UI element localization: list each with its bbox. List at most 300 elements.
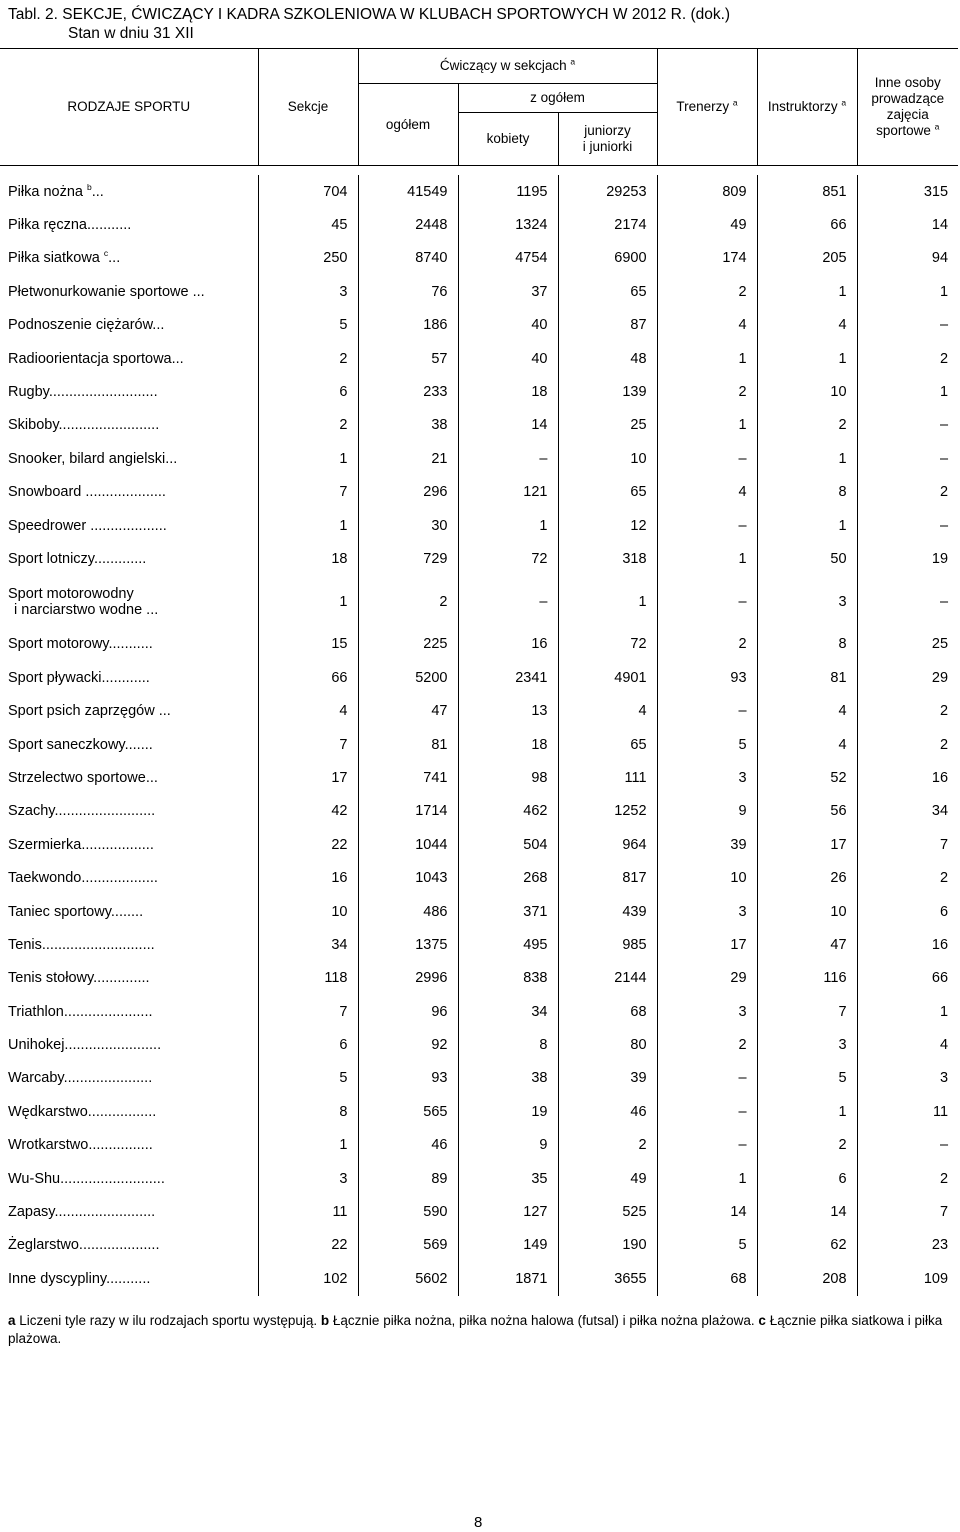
row-value: 371 — [458, 895, 558, 928]
title-subline: Stan w dniu 31 XII — [68, 25, 194, 42]
row-value: 2 — [939, 1170, 949, 1187]
row-value: 6 — [757, 1162, 857, 1195]
row-value: 11 — [258, 1195, 358, 1228]
row-value: 34 — [931, 803, 949, 820]
header-trenerzy: Trenerzy $^a$ — [657, 49, 757, 166]
row-value: 6 — [939, 903, 949, 920]
row-value: 14 — [458, 409, 558, 442]
row-name: Unihokej........................ — [0, 1028, 258, 1061]
row-value: 118 — [258, 962, 358, 995]
row-value: 47 — [757, 928, 857, 961]
row-name: Sport motorowodny i narciarstwo wodne ... — [0, 576, 258, 628]
row-value: 89 — [358, 1162, 458, 1195]
row-value: 23 — [931, 1237, 949, 1254]
row-value: 1 — [757, 275, 857, 308]
row-value: 2448 — [358, 208, 458, 241]
row-value: 98 — [458, 761, 558, 794]
table-row — [0, 1062, 958, 1095]
table-row — [0, 242, 958, 275]
table-row — [0, 342, 958, 375]
row-value: – — [657, 1129, 757, 1162]
row-value: 7 — [258, 995, 358, 1028]
table-row — [0, 694, 958, 727]
table-row — [0, 1262, 958, 1295]
row-name: Zapasy......................... — [0, 1195, 258, 1228]
table-row — [0, 995, 958, 1028]
row-value: – — [657, 442, 757, 475]
row-value: 72 — [458, 542, 558, 575]
row-value: 6 — [258, 1028, 358, 1061]
row-value: 66 — [258, 661, 358, 694]
row-value: 5602 — [358, 1262, 458, 1295]
row-value: 8 — [258, 1095, 358, 1128]
row-value: 1 — [757, 442, 857, 475]
row-value: 72 — [558, 628, 657, 661]
row-value: 2 — [939, 870, 949, 887]
footnote: a Liczeni tyle razy w ilu rodzajach sportu występują. b Łącznie piłka nożna, piłka nożna halowa (futsal) i piłka nożna plażowa. c Łącznie piłka siatkowa i piłka plażowa. — [8, 1313, 943, 1346]
row-value: 93 — [358, 1062, 458, 1095]
row-name: Piłka ręczna........... — [0, 208, 258, 241]
row-value: 704 — [258, 175, 358, 208]
row-name: Sport psich zaprzęgów ... — [0, 694, 258, 727]
row-value: 7 — [939, 836, 949, 853]
row-value: 7 — [258, 728, 358, 761]
row-value: 3 — [657, 895, 757, 928]
row-value: 8 — [458, 1028, 558, 1061]
table-row — [0, 661, 958, 694]
row-name: Sport saneczkowy....... — [0, 728, 258, 761]
row-value: 76 — [358, 275, 458, 308]
row-name: Taniec sportowy........ — [0, 895, 258, 928]
row-value: 68 — [657, 1262, 757, 1295]
row-value: – — [939, 450, 949, 467]
header-cwiczacy: Ćwiczący w sekcjach $^a$ — [358, 49, 657, 84]
row-value: 26 — [757, 861, 857, 894]
row-value: 10 — [757, 895, 857, 928]
row-value: 9 — [458, 1129, 558, 1162]
row-value: 186 — [358, 309, 458, 342]
row-value: 1 — [939, 384, 949, 401]
row-name: Warcaby...................... — [0, 1062, 258, 1095]
row-name: Wędkarstwo................. — [0, 1095, 258, 1128]
row-value: 2 — [657, 375, 757, 408]
row-value: – — [657, 1062, 757, 1095]
row-value: 81 — [757, 661, 857, 694]
row-value: 1 — [258, 1129, 358, 1162]
row-value: 46 — [358, 1129, 458, 1162]
row-value: 17 — [657, 928, 757, 961]
row-value: 486 — [358, 895, 458, 928]
row-name: Taekwondo................... — [0, 861, 258, 894]
row-value: 2 — [757, 409, 857, 442]
row-value: 5 — [657, 1229, 757, 1262]
row-value: 5 — [757, 1062, 857, 1095]
row-value: 851 — [757, 175, 857, 208]
row-value: 94 — [931, 250, 949, 267]
row-value: 42 — [258, 795, 358, 828]
row-value: – — [657, 576, 757, 628]
row-value: 1 — [458, 509, 558, 542]
row-value: 93 — [657, 661, 757, 694]
row-value: 80 — [558, 1028, 657, 1061]
table-row — [0, 861, 958, 894]
row-name: Tenis stołowy.............. — [0, 962, 258, 995]
row-value: 10 — [558, 442, 657, 475]
table-row — [0, 476, 958, 509]
table-row — [0, 375, 958, 408]
row-value: 52 — [757, 761, 857, 794]
table-row — [0, 1129, 958, 1162]
table-row — [0, 442, 958, 475]
header-z-ogolem: z ogółem — [458, 84, 657, 113]
row-name: Snooker, bilard angielski... — [0, 442, 258, 475]
table-row — [0, 895, 958, 928]
row-value: 1 — [258, 576, 358, 628]
row-value: 46 — [558, 1095, 657, 1128]
table-row — [0, 1229, 958, 1262]
row-value: 174 — [657, 242, 757, 275]
row-value: 1871 — [458, 1262, 558, 1295]
row-value: 2 — [358, 576, 458, 628]
row-value: 38 — [458, 1062, 558, 1095]
row-value: – — [657, 509, 757, 542]
header-ogolem: ogółem — [358, 84, 458, 166]
row-value: 10 — [657, 861, 757, 894]
table-row — [0, 728, 958, 761]
row-value: 2 — [939, 736, 949, 753]
header-kobiety: kobiety — [458, 113, 558, 166]
row-value: 4 — [657, 476, 757, 509]
row-value: 39 — [558, 1062, 657, 1095]
header-sekcje: Sekcje — [258, 49, 358, 166]
row-name: Szachy......................... — [0, 795, 258, 828]
row-value: 495 — [458, 928, 558, 961]
table-row — [0, 1095, 958, 1128]
row-value: 1 — [258, 509, 358, 542]
row-value: 7 — [939, 1204, 949, 1221]
row-value: 9 — [657, 795, 757, 828]
row-value: – — [939, 517, 949, 534]
sports-table — [0, 48, 958, 1296]
row-value: 2 — [939, 350, 949, 367]
row-value: 22 — [258, 828, 358, 861]
row-name: Skiboby......................... — [0, 409, 258, 442]
header-instruktorzy: Instruktorzy $^a$ — [757, 49, 857, 166]
row-value: 5 — [258, 1062, 358, 1095]
row-value: 8 — [757, 476, 857, 509]
row-name: Wrotkarstwo................ — [0, 1129, 258, 1162]
row-value: 18 — [458, 728, 558, 761]
row-value: 2 — [657, 628, 757, 661]
row-value: 3 — [258, 1162, 358, 1195]
row-value: 3 — [939, 1070, 949, 1087]
title-line: Tabl. 2. SEKCJE, ĆWICZĄCY I KADRA SZKOLENIOWA W KLUBACH SPORTOWYCH W 2012 R. (dok.) — [8, 6, 731, 23]
row-value: – — [939, 317, 949, 334]
table-row — [0, 208, 958, 241]
row-value: 25 — [931, 636, 949, 653]
row-value: 8 — [757, 628, 857, 661]
row-value: – — [939, 1137, 949, 1154]
row-value: 111 — [558, 761, 657, 794]
row-name: Szermierka.................. — [0, 828, 258, 861]
row-value: 318 — [558, 542, 657, 575]
row-value: 225 — [358, 628, 458, 661]
table-row — [0, 1162, 958, 1195]
row-value: 7 — [258, 476, 358, 509]
row-value: 439 — [558, 895, 657, 928]
row-name: Inne dyscypliny........... — [0, 1262, 258, 1295]
row-value: 2996 — [358, 962, 458, 995]
row-value: 1044 — [358, 828, 458, 861]
row-value: 1714 — [358, 795, 458, 828]
row-value: – — [657, 694, 757, 727]
row-value: 102 — [258, 1262, 358, 1295]
row-value: 40 — [458, 309, 558, 342]
table-row — [0, 409, 958, 442]
row-name: Podnoszenie ciężarów... — [0, 309, 258, 342]
row-value: 2 — [657, 1028, 757, 1061]
row-name: Piłka siatkowa $^c$... — [0, 242, 258, 275]
row-value: 30 — [358, 509, 458, 542]
table-row — [0, 309, 958, 342]
row-name: Snowboard .................... — [0, 476, 258, 509]
row-value: 17 — [757, 828, 857, 861]
row-value: 48 — [558, 342, 657, 375]
row-value: 6 — [258, 375, 358, 408]
row-value: 4 — [258, 694, 358, 727]
table-row — [0, 576, 958, 628]
page-number: 8 — [474, 1514, 483, 1531]
row-value: 4 — [657, 309, 757, 342]
row-value: 127 — [458, 1195, 558, 1228]
row-value: 11 — [932, 1103, 949, 1120]
row-value: 45 — [258, 208, 358, 241]
row-value: 1324 — [458, 208, 558, 241]
row-value: 2 — [657, 275, 757, 308]
row-value: 4 — [757, 728, 857, 761]
row-value: 1043 — [358, 861, 458, 894]
row-value: 3655 — [558, 1262, 657, 1295]
row-value: 14 — [931, 217, 949, 234]
row-value: – — [458, 442, 558, 475]
row-value: 1 — [657, 1162, 757, 1195]
row-value: 34 — [458, 995, 558, 1028]
row-value: 205 — [757, 242, 857, 275]
row-value: 47 — [358, 694, 458, 727]
row-value: 17 — [258, 761, 358, 794]
row-value: 190 — [558, 1229, 657, 1262]
row-value: 1195 — [458, 175, 558, 208]
row-value: 1 — [939, 1003, 949, 1020]
table-row — [0, 1028, 958, 1061]
row-value: 4 — [558, 694, 657, 727]
row-value: 35 — [458, 1162, 558, 1195]
row-value: 92 — [358, 1028, 458, 1061]
row-name: Wu-Shu.......................... — [0, 1162, 258, 1195]
row-value: 741 — [358, 761, 458, 794]
row-value: 7 — [757, 995, 857, 1028]
row-value: 2 — [558, 1129, 657, 1162]
row-value: 49 — [657, 208, 757, 241]
row-value: 15 — [258, 628, 358, 661]
row-value: 14 — [757, 1195, 857, 1228]
row-value: 3 — [258, 275, 358, 308]
row-value: – — [939, 417, 949, 434]
row-value: 149 — [458, 1229, 558, 1262]
row-value: 4754 — [458, 242, 558, 275]
row-value: 5 — [657, 728, 757, 761]
row-value: 3 — [757, 576, 857, 628]
row-value: 66 — [931, 970, 949, 987]
row-value: 50 — [757, 542, 857, 575]
row-value: 2 — [939, 703, 949, 720]
row-name: Radioorientacja sportowa... — [0, 342, 258, 375]
row-value: 29 — [657, 962, 757, 995]
row-value: 462 — [458, 795, 558, 828]
row-value: 2144 — [558, 962, 657, 995]
header-rodzaje: RODZAJE SPORTU — [0, 49, 258, 166]
row-value: 16 — [931, 936, 949, 953]
row-value: 729 — [358, 542, 458, 575]
row-value: 964 — [558, 828, 657, 861]
row-value: 3 — [657, 761, 757, 794]
row-value: 16 — [258, 861, 358, 894]
row-value: 838 — [458, 962, 558, 995]
row-value: 13 — [458, 694, 558, 727]
row-name: Sport pływacki............ — [0, 661, 258, 694]
row-name: Sport motorowy........... — [0, 628, 258, 661]
row-value: 5200 — [358, 661, 458, 694]
row-value: 65 — [558, 476, 657, 509]
row-value: 37 — [458, 275, 558, 308]
table-row — [0, 795, 958, 828]
row-value: 68 — [558, 995, 657, 1028]
row-value: 2174 — [558, 208, 657, 241]
row-value: 12 — [558, 509, 657, 542]
row-value: 1375 — [358, 928, 458, 961]
row-value: 1 — [258, 442, 358, 475]
row-value: 34 — [258, 928, 358, 961]
row-name: Sport lotniczy............. — [0, 542, 258, 575]
row-value: 1 — [657, 409, 757, 442]
row-value: 504 — [458, 828, 558, 861]
row-value: 40 — [458, 342, 558, 375]
row-value: 250 — [258, 242, 358, 275]
table-row — [0, 962, 958, 995]
row-value: 6900 — [558, 242, 657, 275]
row-value: 139 — [558, 375, 657, 408]
row-value: 121 — [458, 476, 558, 509]
row-value: 208 — [757, 1262, 857, 1295]
row-value: 2 — [939, 484, 949, 501]
table-header — [0, 49, 958, 166]
row-value: 56 — [757, 795, 857, 828]
table-title — [8, 5, 730, 43]
row-value: 4901 — [558, 661, 657, 694]
row-value: 16 — [458, 628, 558, 661]
row-value: 65 — [558, 728, 657, 761]
row-value: 315 — [923, 183, 949, 200]
row-value: 809 — [657, 175, 757, 208]
row-value: 81 — [358, 728, 458, 761]
table-row — [0, 761, 958, 794]
row-value: 65 — [558, 275, 657, 308]
row-value: 39 — [657, 828, 757, 861]
table-body — [0, 166, 958, 1296]
row-value: 4 — [939, 1037, 949, 1054]
row-name: Strzelectwo sportowe... — [0, 761, 258, 794]
row-value: 268 — [458, 861, 558, 894]
row-value: – — [458, 576, 558, 628]
row-value: 22 — [258, 1229, 358, 1262]
row-value: 565 — [358, 1095, 458, 1128]
row-value: 18 — [458, 375, 558, 408]
table-row — [0, 1195, 958, 1228]
row-value: 8740 — [358, 242, 458, 275]
row-value: 66 — [757, 208, 857, 241]
row-value: 116 — [757, 962, 857, 995]
table-row — [0, 928, 958, 961]
table-row — [0, 542, 958, 575]
row-value: 29253 — [558, 175, 657, 208]
row-name: Piłka nożna $^b$... — [0, 175, 258, 208]
row-name: Płetwonurkowanie sportowe ... — [0, 275, 258, 308]
row-value: 3 — [757, 1028, 857, 1061]
row-value: 49 — [558, 1162, 657, 1195]
row-value: 57 — [358, 342, 458, 375]
row-name: Speedrower ................... — [0, 509, 258, 542]
row-value: 5 — [258, 309, 358, 342]
row-value: 18 — [258, 542, 358, 575]
row-value: – — [657, 1095, 757, 1128]
header-juniorzy: juniorzy i juniorki — [558, 113, 657, 166]
row-value: 3 — [657, 995, 757, 1028]
row-value: 1252 — [558, 795, 657, 828]
row-value: 296 — [358, 476, 458, 509]
row-value: 10 — [258, 895, 358, 928]
row-value: 1 — [558, 576, 657, 628]
row-value: 1 — [757, 342, 857, 375]
row-value: 525 — [558, 1195, 657, 1228]
row-value: 569 — [358, 1229, 458, 1262]
row-value: 1 — [939, 283, 949, 300]
row-value: 109 — [923, 1270, 949, 1287]
row-value: 96 — [358, 995, 458, 1028]
row-name: Tenis............................ — [0, 928, 258, 961]
row-value: 2 — [258, 342, 358, 375]
row-value: 62 — [757, 1229, 857, 1262]
header-inne: Inne osoby prowadzące zajęcia sportowe $^a$ — [857, 49, 958, 166]
table-row — [0, 828, 958, 861]
table-row — [0, 628, 958, 661]
row-value: 19 — [458, 1095, 558, 1128]
row-value: 38 — [358, 409, 458, 442]
row-value: 19 — [931, 550, 949, 567]
row-value: 2 — [258, 409, 358, 442]
row-value: 1 — [757, 509, 857, 542]
row-value: 985 — [558, 928, 657, 961]
row-value: 233 — [358, 375, 458, 408]
row-value: 41549 — [358, 175, 458, 208]
row-value: 2341 — [458, 661, 558, 694]
row-value: 21 — [358, 442, 458, 475]
row-name: Rugby........................... — [0, 375, 258, 408]
row-value: 29 — [931, 669, 949, 686]
row-value: 4 — [757, 694, 857, 727]
row-value: 590 — [358, 1195, 458, 1228]
row-value: 4 — [757, 309, 857, 342]
row-name: Triathlon...................... — [0, 995, 258, 1028]
